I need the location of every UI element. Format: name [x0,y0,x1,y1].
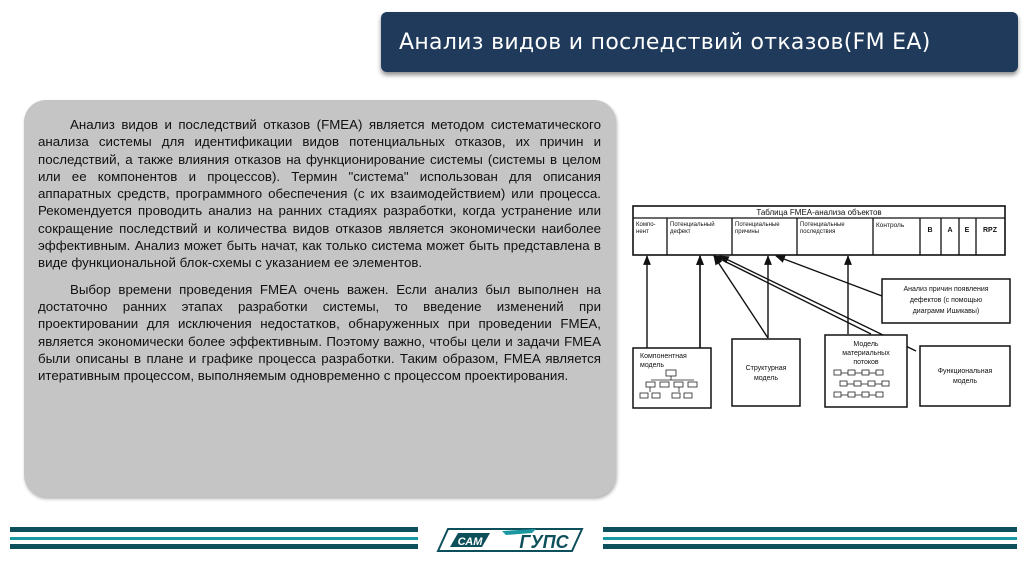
col-rpz: RPZ [983,227,997,234]
col-effects-l2: последствия [800,229,836,235]
component-model-box [633,348,711,408]
functional-model-l2: модель [952,378,978,385]
material-flow-model-box [825,335,907,407]
col-defect-l1: Потенциальный [670,222,715,228]
fmea-diagram [626,196,1018,416]
col-e: E [964,227,970,234]
structural-model-l2: модель [753,375,779,382]
col-component-l2: нент [636,229,649,235]
col-component-l1: Компо- [636,222,656,228]
col-causes-l1: Потенциальные [735,222,780,228]
cause-analysis-box [882,279,1010,323]
structural-model-box [732,339,800,406]
bottom-stripe-right-light [603,537,1017,540]
bottom-stripe-right-dark [603,527,1017,532]
logo-right-text: ГУПС [519,532,569,552]
material-flow-l3: потоков [853,359,879,366]
text-panel [24,100,616,497]
slide-title: Анализ видов и последствий отказов(FM EA) [399,29,931,55]
fmea-table [633,206,1005,255]
col-defect-l2: дефект [670,229,691,235]
table-title: Таблица FMEA-анализа объектов [756,208,882,217]
paragraph-1: Анализ видов и последствий отказов (FMEA) является методом систематического анализа системы для идентификации видов потенциальных отказов, их причин и последствий, а также влияния отказов на функционирование системы (системы в целом или ее компонентов и процессов). Термин "система" использован для описания аппаратных средств, программного обеспечения (с их взаимодействием) или процесса. Рекомендуется проводить анализ на ранних стадиях разработки, когда устранение или сокращение последствий и количества видов отказов является экономически наиболее эффективным. Анализ может быть начат, как только система может быть представлена в виде функциональной блок-схемы с указанием ее элементов. [38,117,601,271]
logo-left-text: САМ [457,536,483,548]
bottom-stripe-right-dark-2 [603,544,1017,549]
bottom-stripe-left-dark [10,527,418,532]
material-flow-l1: Модель [853,341,879,348]
cause-line-2: дефектов (с помощью [909,297,983,304]
structural-model-l1: Структурная [745,365,787,372]
col-control: Контроль [876,222,905,229]
bottom-stripe-left-light [10,537,418,540]
col-b: B [927,227,933,234]
col-a: A [947,227,953,234]
col-causes-l2: причины [735,229,760,235]
bottom-stripe-left-dark-2 [10,544,418,549]
title-bar [381,12,1018,72]
university-logo [432,523,596,557]
functional-model-box [920,346,1010,406]
paragraph-2: Выбор времени проведения FMEA очень важен. Если анализ был выполнен на достаточно ранних этапах разработки системы, то введение изменений при проектировании для исключения недостатков, обнаруженных при проведении FMEA, является экономически более эффективным. Поэтому важно, чтобы цели и задачи FMEA были описаны в плане и графике процесса разработки. Таким образом, FMEA является итеративным процессом, выполняемым одновременно с процессом проектирования. [38,281,601,384]
material-flow-l2: материальных [842,350,890,357]
cause-line-3: диаграмм Ишикавы) [912,308,980,315]
cause-line-1: Анализ причин появления [903,286,989,293]
functional-model-l1: Функциональная [937,368,993,375]
col-effects-l1: Потенциальные [800,222,845,228]
component-model-l2: модель [640,362,665,369]
component-model-l1: Компонентная [640,353,687,360]
